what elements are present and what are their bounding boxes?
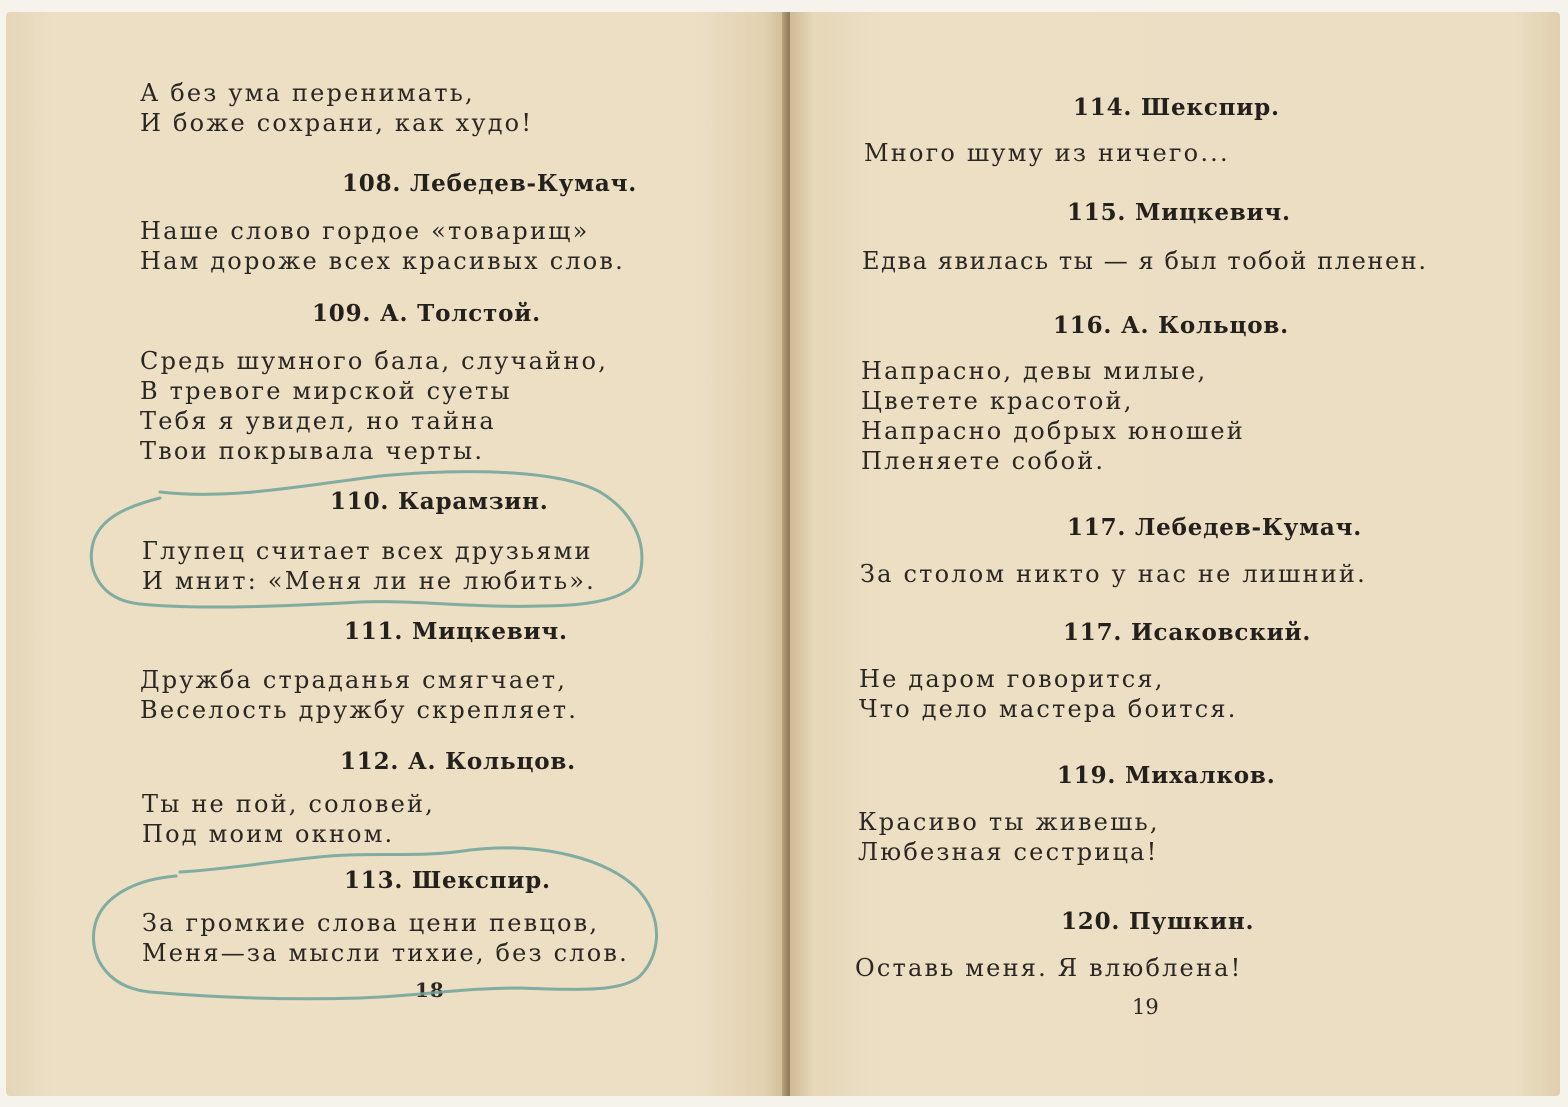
verse-line: Тебя я увидел, но тайна xyxy=(140,407,496,435)
verse-line: Цветете красотой, xyxy=(861,387,1134,415)
entry-verse xyxy=(855,953,1243,983)
entry-verse xyxy=(859,664,1238,724)
verse-line: Любезная сестрица! xyxy=(858,838,1159,866)
page-number-left: 18 xyxy=(415,978,445,1002)
verse-line: Что дело мастера боится. xyxy=(859,695,1238,723)
entry-verse xyxy=(860,559,1367,589)
entry-heading: 111. Мицкевич. xyxy=(344,618,568,645)
entry-heading: 116. А. Кольцов. xyxy=(1053,312,1289,339)
entry-verse xyxy=(142,536,596,596)
entry-verse xyxy=(142,908,629,968)
entry-heading: 112. А. Кольцов. xyxy=(340,748,576,775)
verse-line: Дружба страданья смягчает, xyxy=(140,666,568,694)
entry-heading: 108. Лебедев-Кумач. xyxy=(342,170,638,197)
verse-line: За столом никто у нас не лишний. xyxy=(860,560,1367,588)
verse-line: Твои покрывала черты. xyxy=(140,437,485,465)
entry-verse xyxy=(861,356,1245,476)
verse-line: Веселость дружбу скрепляет. xyxy=(140,696,579,724)
entry-verse xyxy=(862,246,1428,276)
entry-heading: 109. А. Толстой. xyxy=(312,300,541,327)
verse-line: А без ума перенимать, xyxy=(140,79,475,107)
verse-line: Едва явилась ты — я был тобой пленен. xyxy=(862,247,1428,275)
entry-verse xyxy=(858,807,1160,867)
entry-heading: 117. Лебедев-Кумач. xyxy=(1067,514,1363,541)
continuation-verse xyxy=(140,78,533,138)
page-number-right: 19 xyxy=(1132,995,1159,1019)
entry-heading: 113. Шекспир. xyxy=(344,867,551,894)
verse-line: Не даром говорится, xyxy=(859,665,1165,693)
verse-line: Ты не пой, соловей, xyxy=(142,790,435,818)
verse-line: И боже сохрани, как худо! xyxy=(140,109,534,137)
verse-line: Средь шумного бала, случайно, xyxy=(140,347,609,375)
verse-line: И мнит: «Меня ли не любить». xyxy=(142,567,596,595)
entry-heading: 110. Карамзин. xyxy=(330,488,549,515)
verse-line: Красиво ты живешь, xyxy=(858,808,1160,836)
entry-verse xyxy=(864,138,1230,168)
verse-line: Наше слово гордое «товарищ» xyxy=(140,217,590,245)
entry-heading: 115. Мицкевич. xyxy=(1067,199,1291,226)
entry-heading: 120. Пушкин. xyxy=(1061,908,1255,935)
entry-verse xyxy=(140,665,578,725)
entry-verse xyxy=(142,789,435,849)
entry-heading: 119. Михалков. xyxy=(1057,762,1276,789)
entry-heading: 117. Исаковский. xyxy=(1063,619,1312,646)
verse-line: В тревоге мирской суеты xyxy=(140,377,512,405)
verse-line: Нам дороже всех красивых слов. xyxy=(140,247,625,275)
entry-verse xyxy=(140,346,608,466)
verse-line: Оставь меня. Я влюблена! xyxy=(855,954,1243,982)
verse-line: Под моим окном. xyxy=(142,820,395,848)
verse-line: Меня—за мысли тихие, без слов. xyxy=(142,939,629,967)
verse-line: За громкие слова цени певцов, xyxy=(142,909,600,937)
entry-heading: 114. Шекспир. xyxy=(1073,94,1280,121)
verse-line: Глупец считает всех друзьями xyxy=(142,537,593,565)
verse-line: Много шуму из ничего... xyxy=(864,139,1230,167)
verse-line: Напрасно, девы милые, xyxy=(861,357,1208,385)
entry-verse xyxy=(140,216,625,276)
verse-line: Пленяете собой. xyxy=(861,447,1106,475)
verse-line: Напрасно добрых юношей xyxy=(861,417,1245,445)
